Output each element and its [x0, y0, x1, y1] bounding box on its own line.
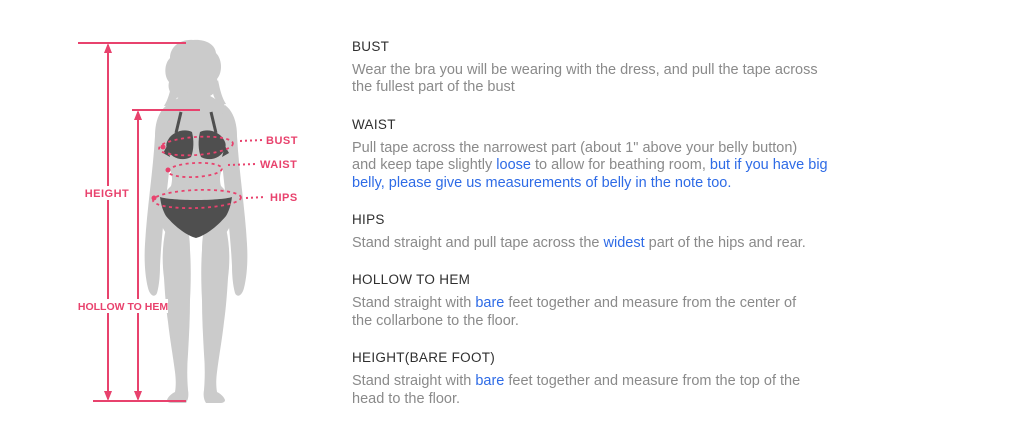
arrowheads	[104, 43, 142, 401]
section-bust-heading: BUST	[352, 39, 390, 54]
section-hips-heading: HIPS	[352, 212, 385, 228]
section-waist	[352, 117, 912, 192]
measurement-figure-svg	[0, 0, 330, 426]
section-bust	[352, 39, 912, 97]
waist-label: WAIST	[260, 159, 298, 171]
hips-label: HIPS	[270, 192, 298, 204]
instruction-text: Wear the bra you will be wearing with the dress, and pull the tape across	[352, 62, 818, 78]
right-leg-shape	[201, 228, 229, 403]
section-hollow-to-hem	[352, 272, 912, 330]
left-leg-shape	[163, 228, 191, 403]
instruction-line	[352, 391, 912, 408]
instructions-column	[352, 39, 912, 408]
instruction-line	[352, 62, 912, 79]
instruction-text: Stand straight and pull tape across the	[352, 235, 604, 252]
instruction-text-highlight: belly, please give us measurements of belly in the note too.	[352, 174, 732, 191]
instruction-line	[352, 79, 912, 96]
section-height-body	[352, 373, 912, 408]
instruction-line	[352, 140, 912, 157]
figure-diagram	[0, 0, 330, 426]
hollow-arrow-up	[134, 110, 142, 120]
section-hollow-to-hem-body	[352, 295, 912, 330]
hips-tape-marker	[152, 196, 157, 201]
instruction-line	[352, 175, 912, 192]
instruction-line	[352, 295, 912, 312]
instruction-text: Stand straight with	[352, 373, 476, 390]
instruction-text-highlight: widest	[603, 235, 645, 252]
instruction-text: Stand straight with	[352, 295, 476, 312]
bust-label: BUST	[266, 135, 298, 147]
height-arrow-down	[104, 391, 112, 401]
instruction-text-highlight: bare	[475, 295, 505, 312]
instruction-text: feet together and measure from the center of	[504, 295, 797, 312]
instruction-text: and keep tape slightly	[352, 157, 497, 174]
instruction-text: the fullest part of the bust	[352, 79, 515, 96]
instruction-text-highlight: loose	[496, 157, 531, 174]
section-height-heading: HEIGHT(BARE FOOT)	[352, 350, 496, 366]
instruction-line	[352, 157, 912, 174]
instruction-text-highlight: but if you have big	[709, 157, 828, 174]
instruction-text: part of the hips and rear.	[644, 235, 806, 252]
hollow-arrow-down	[134, 391, 142, 401]
section-hips	[352, 212, 912, 252]
section-hollow-to-hem-heading: HOLLOW TO HEM	[352, 272, 471, 288]
height-arrow-up	[104, 43, 112, 53]
instruction-text: Pull tape across the narrowest part (about 1" above your belly button)	[352, 139, 798, 156]
instruction-text: feet together and measure from the top of the	[504, 373, 801, 390]
instruction-text-highlight: bare	[475, 373, 505, 390]
hips-leader-dotted	[246, 197, 266, 198]
height-label: HEIGHT	[84, 188, 130, 200]
instruction-text: head to the floor.	[352, 390, 461, 407]
instruction-text: the collarbone to the floor.	[352, 312, 519, 329]
instruction-line	[352, 235, 912, 252]
instruction-line	[352, 373, 912, 390]
hollow-to-hem-label: HOLLOW TO HEM	[77, 301, 169, 313]
bust-leader-dotted	[240, 140, 262, 141]
section-waist-heading: WAIST	[352, 116, 396, 132]
instruction-line	[352, 313, 912, 330]
section-waist-body	[352, 140, 912, 192]
waist-tape-marker	[166, 168, 171, 173]
section-hips-body	[352, 235, 912, 252]
instruction-text: to allow for beathing room,	[530, 157, 710, 174]
section-height	[352, 350, 912, 408]
section-bust-body	[352, 62, 912, 97]
bust-tape-marker	[161, 145, 166, 150]
